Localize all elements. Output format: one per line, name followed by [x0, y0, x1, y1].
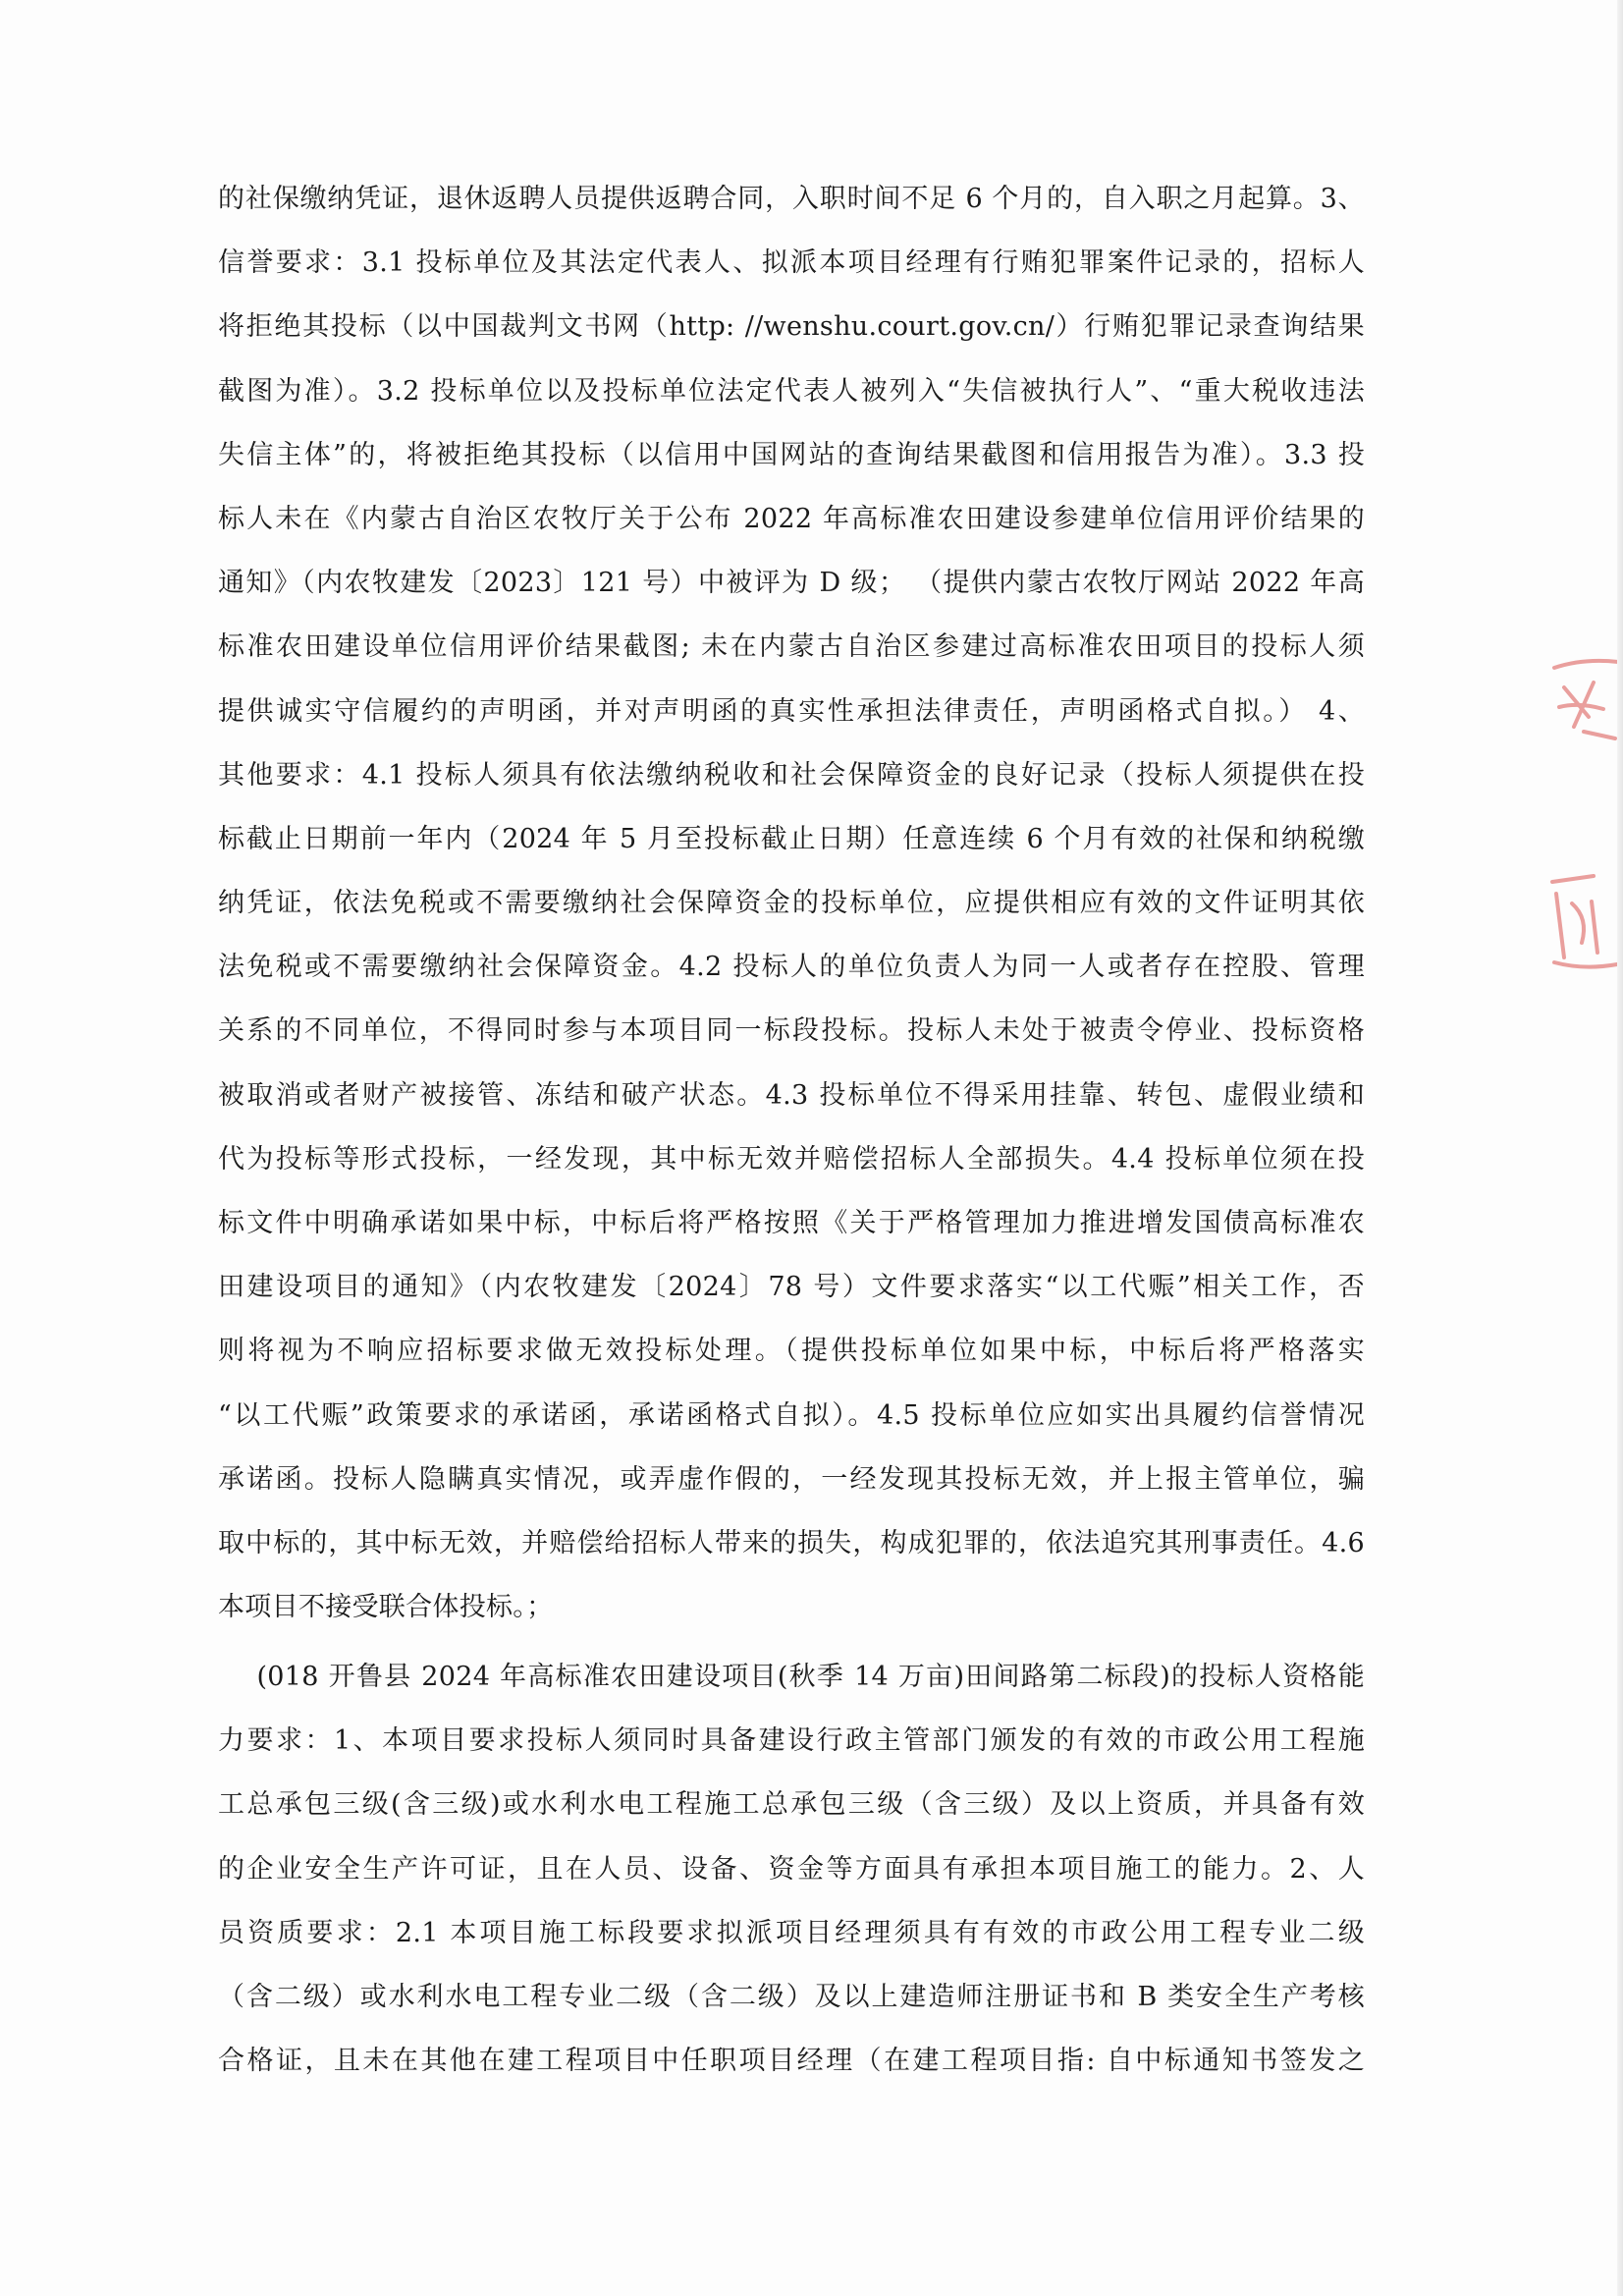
scan-edge-shadow: [1617, 0, 1623, 2296]
seal-stamp-icon: [1535, 648, 1623, 756]
text-line: 取中标的，其中标无效，并赔偿给招标人带来的损失，构成犯罪的，依法追究其刑事责任。4.6: [218, 1527, 1365, 1558]
text-line: 其他要求：4.1 投标人须具有依法缴纳税收和社会保障资金的良好记录（投标人须提供在投: [218, 759, 1365, 791]
seal-stamp-fragment: [1535, 864, 1623, 982]
text-line: 合格证，且未在其他在建工程项目中任职项目经理（在建工程项目指: 自中标通知书签发之: [218, 2046, 1365, 2077]
text-line: 通知》（内农牧建发〔2023〕121 号）中被评为 D 级； （提供内蒙古农牧厅网站 2022 年高: [218, 568, 1365, 599]
text-line: “以工代赈”政策要求的承诺函，承诺函格式自拟）。4.5 投标单位应如实出具履约信誉情况: [218, 1399, 1365, 1431]
text-line: 本项目不接受联合体投标。；: [218, 1592, 554, 1623]
text-line: 力要求：1、本项目要求投标人须同时具备建设行政主管部门颁发的有效的市政公用工程施: [218, 1725, 1365, 1757]
text-line: 将拒绝其投标（以中国裁判文书网（http: //wenshu.court.gov.cn/）行贿犯罪记录查询结果: [218, 311, 1365, 343]
text-line: 承诺函。投标人隐瞒真实情况，或弄虚作假的，一经发现其投标无效，并上报主管单位，骗: [218, 1463, 1365, 1495]
text-line: 法免税或不需要缴纳社会保障资金。4.2 投标人的单位负责人为同一人或者存在控股、管理: [218, 952, 1365, 983]
text-line: 标准农田建设单位信用评价结果截图; 未在内蒙古自治区参建过高标准农田项目的投标人须: [218, 631, 1365, 663]
paragraph-section-018-requirements: [218, 1645, 1365, 2093]
text-line: (018 开鲁县 2024 年高标准农田建设项目(秋季 14 万亩)田间路第二标段)的投标人资格能: [218, 1662, 1365, 1692]
text-line: 田建设项目的通知》（内农牧建发〔2024〕78 号）文件要求落实“以工代赈”相关工作，否: [218, 1272, 1365, 1303]
text-line: 员资质要求：2.1 本项目施工标段要求拟派项目经理须具有有效的市政公用工程专业二级: [218, 1917, 1365, 1948]
text-line: 信誉要求：3.1 投标单位及其法定代表人、拟派本项目经理有行贿犯罪案件记录的，招标人: [218, 247, 1365, 279]
text-line: 失信主体”的，将被拒绝其投标（以信用中国网站的查询结果截图和信用报告为准）。3.3 投: [218, 439, 1365, 470]
text-line: 代为投标等形式投标，一经发现，其中标无效并赔偿招标人全部损失。4.4 投标单位须在投: [218, 1143, 1365, 1175]
text-line: 被取消或者财产被接管、冻结和破产状态。4.3 投标单位不得采用挂靠、转包、虚假业绩和: [218, 1079, 1365, 1111]
text-line: 截图为准）。3.2 投标单位以及投标单位法定代表人被列入“失信被执行人”、“重大税收违法: [218, 375, 1365, 407]
seal-stamp-icon: [1535, 864, 1623, 982]
text-line: 提供诚实守信履约的声明函，并对声明函的真实性承担法律责任，声明函格式自拟。） 4、: [218, 695, 1365, 727]
text-line: 标文件中明确承诺如果中标，中标后将严格按照《关于严格管理加力推进增发国债高标准农: [218, 1208, 1365, 1238]
text-line: 纳凭证，依法免税或不需要缴纳社会保障资金的投标单位，应提供相应有效的文件证明其依: [218, 888, 1365, 919]
seal-stamp-fragment: [1535, 648, 1623, 756]
text-line: 工总承包三级(含三级)或水利水电工程施工总承包三级（含三级）及以上资质，并具备有效: [218, 1789, 1365, 1821]
text-line: 关系的不同单位，不得同时参与本项目同一标段投标。投标人未处于被责令停业、投标资格: [218, 1015, 1365, 1047]
text-line: （含二级）或水利水电工程专业二级（含二级）及以上建造师注册证书和 B 类安全生产考核: [218, 1981, 1365, 2012]
text-line: 标截止日期前一年内（2024 年 5 月至投标截止日期）任意连续 6 个月有效的社保和纳税缴: [218, 823, 1365, 854]
text-line: 则将视为不响应招标要求做无效投标处理。（提供投标单位如果中标，中标后将严格落实: [218, 1336, 1365, 1367]
text-line: 标人未在《内蒙古自治区农牧厅关于公布 2022 年高标准农田建设参建单位信用评价结果的: [218, 503, 1365, 534]
text-line: 的社保缴纳凭证，退休返聘人员提供返聘合同，入职时间不足 6 个月的，自入职之月起算。3、: [218, 184, 1365, 214]
paragraph-qualifications-continued: [218, 167, 1365, 1639]
text-line: 的企业安全生产许可证，且在人员、设备、资金等方面具有承担本项目施工的能力。2、人: [218, 1853, 1365, 1885]
